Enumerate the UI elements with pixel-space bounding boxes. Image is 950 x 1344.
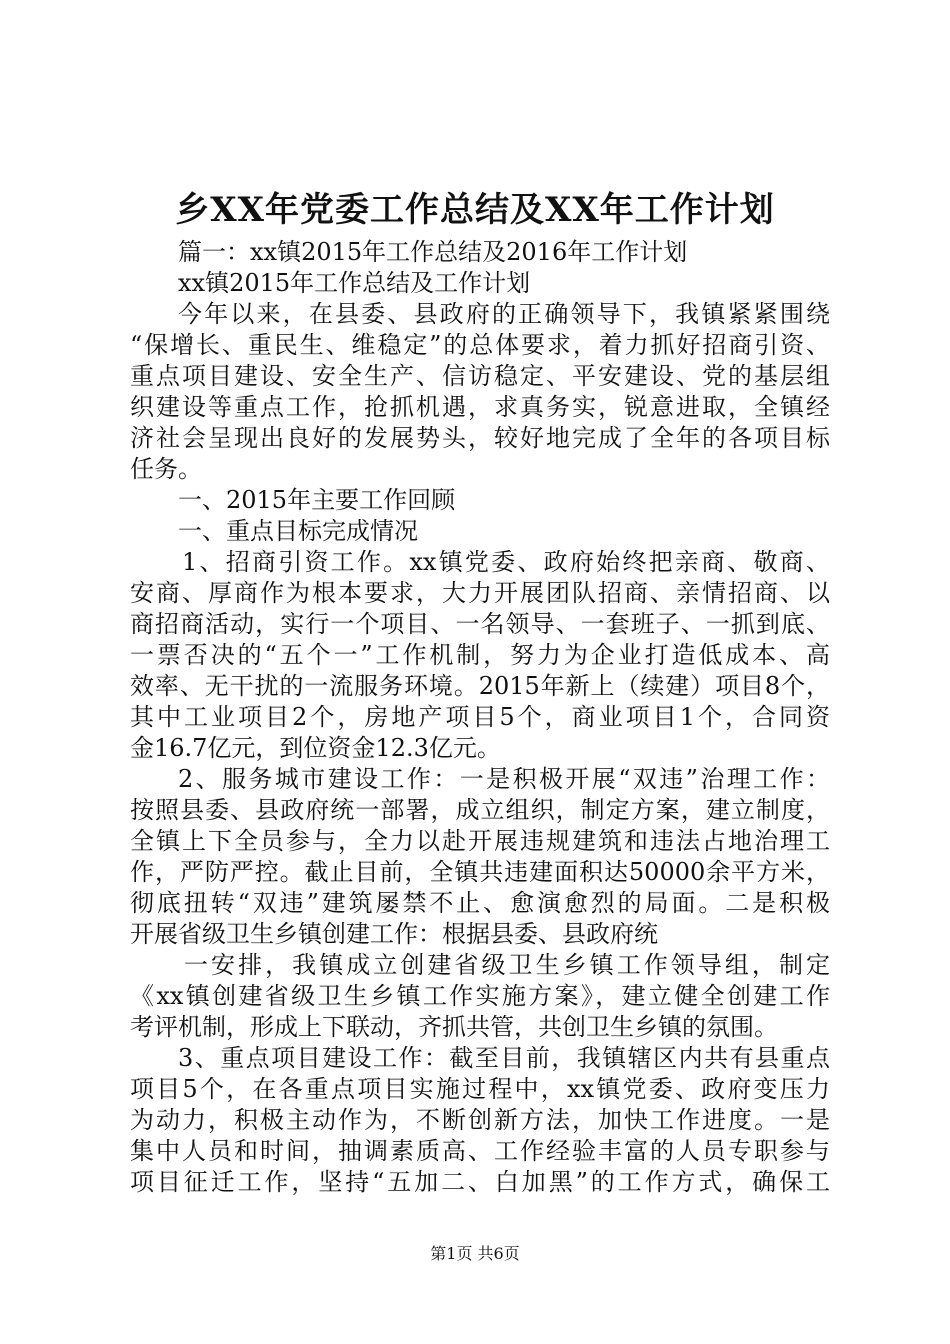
body-line: 金16.7亿元，到位资金12.3亿元。 xyxy=(130,734,501,762)
document-body xyxy=(130,237,830,1198)
body-line: 其中工业项目2个，房地产项目5个，商业项目1个，合同资 xyxy=(130,703,830,731)
body-line: 项目5个，在各重点项目实施过程中，xx镇党委、政府变压力 xyxy=(130,1075,830,1103)
body-line: 彻底扭转“双违”建筑屡禁不止、愈演愈烈的局面。二是积极 xyxy=(130,889,830,917)
body-line: 集中人员和时间，抽调素质高、工作经验丰富的人员专职参与 xyxy=(130,1137,830,1165)
body-line: 《xx镇创建省级卫生乡镇工作实施方案》，建立健全创建工作 xyxy=(130,982,830,1010)
body-line: 一安排，我镇成立创建省级卫生乡镇工作领导组，制定 xyxy=(184,951,830,979)
body-line: 考评机制，形成上下联动，齐抓共管，共创卫生乡镇的氛围。 xyxy=(130,1013,778,1041)
document-title: 乡XX年党委工作总结及XX年工作计划 xyxy=(175,190,775,230)
body-line: 篇一：xx镇2015年工作总结及2016年工作计划 xyxy=(178,238,688,266)
body-line: 全镇上下全员参与，全力以赴开展违规建筑和违法占地治理工 xyxy=(130,827,830,855)
body-line: 1、招商引资工作。xx镇党委、政府始终把亲商、敬商、 xyxy=(182,548,830,576)
section-heading: 一、2015年主要工作回顾 xyxy=(178,486,456,514)
body-line: xx镇2015年工作总结及工作计划 xyxy=(178,269,531,297)
body-line: 3、重点项目建设工作：截至目前，我镇辖区内共有县重点 xyxy=(178,1044,830,1072)
body-line: 项目征迁工作，坚持“五加二、白加黑”的工作方式，确保工 xyxy=(130,1168,830,1196)
body-line: 开展省级卫生乡镇创建工作：根据县委、县政府统 xyxy=(130,920,658,948)
page-footer: 第1页 共6页 xyxy=(430,1244,520,1263)
body-line: 商招商活动，实行一个项目、一名领导、一套班子、一抓到底、 xyxy=(130,610,830,638)
body-line: 安商、厚商作为根本要求，大力开展团队招商、亲情招商、以 xyxy=(130,579,830,607)
body-line: 2、服务城市建设工作：一是积极开展“双违”治理工作： xyxy=(178,765,830,793)
body-line: 织建设等重点工作，抢抓机遇，求真务实，锐意进取，全镇经 xyxy=(130,393,830,421)
body-line: 按照县委、县政府统一部署，成立组织，制定方案，建立制度， xyxy=(130,796,830,824)
body-line: 效率、无干扰的一流服务环境。2015年新上（续建）项目8个， xyxy=(130,672,830,700)
body-line: 任务。 xyxy=(130,455,202,483)
body-line: 重点项目建设、安全生产、信访稳定、平安建设、党的基层组 xyxy=(130,362,830,390)
body-line: 一票否决的“五个一”工作机制，努力为企业打造低成本、高 xyxy=(130,641,830,669)
body-line: 为动力，积极主动作为，不断创新方法，加快工作进度。一是 xyxy=(130,1106,830,1134)
body-line: 今年以来，在县委、县政府的正确领导下，我镇紧紧围绕 xyxy=(178,300,830,328)
body-line: 作，严防严控。截止目前，全镇共违建面积达50000余平方米， xyxy=(130,858,830,886)
body-line: “保增长、重民生、维稳定”的总体要求，着力抓好招商引资、 xyxy=(130,331,830,359)
section-heading: 一、重点目标完成情况 xyxy=(178,517,418,545)
body-line: 济社会呈现出良好的发展势头，较好地完成了全年的各项目标 xyxy=(130,424,830,452)
